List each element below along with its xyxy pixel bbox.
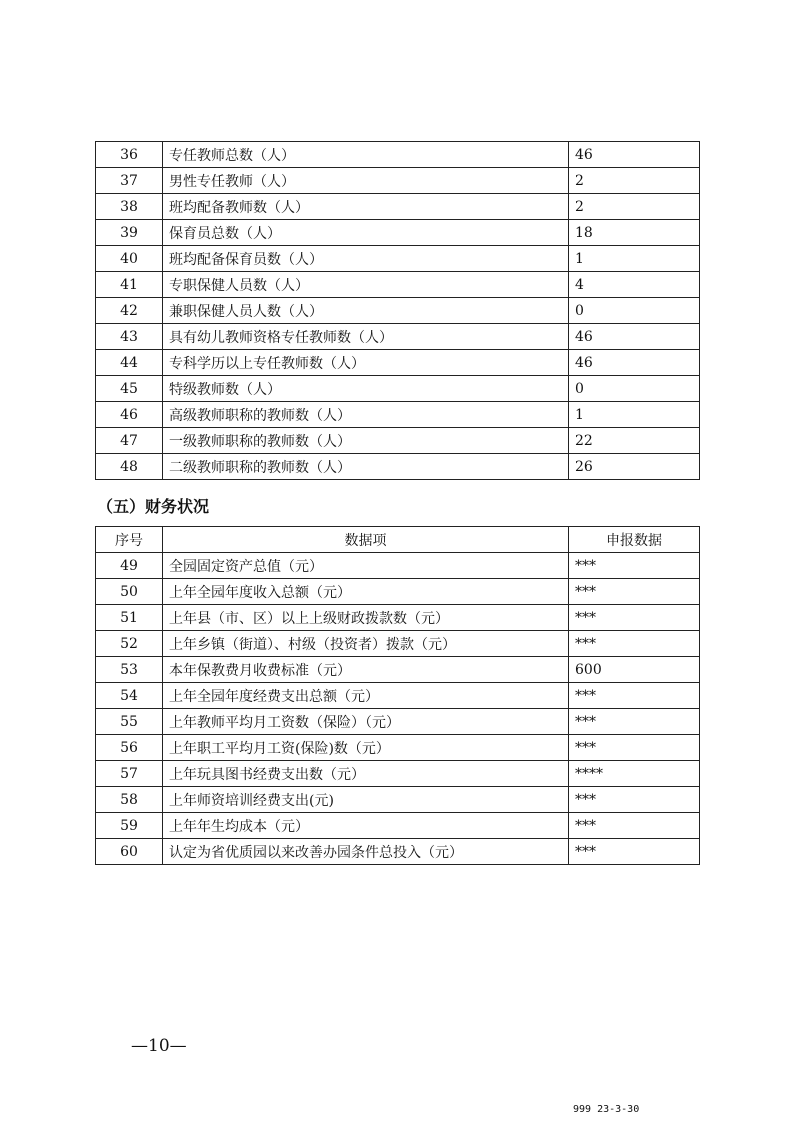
row-number: 48	[96, 454, 163, 480]
table-row	[96, 246, 700, 272]
table-row	[96, 709, 700, 735]
row-number: 37	[96, 168, 163, 194]
row-value: 0	[569, 298, 700, 324]
section-heading-finance: （五）财务状况	[97, 497, 210, 516]
row-item: 具有幼儿教师资格专任教师数（人）	[163, 324, 569, 350]
column-header-value: 申报数据	[569, 527, 700, 553]
row-number: 57	[96, 761, 163, 787]
footer-stamp: 999 23-3-30	[573, 1104, 640, 1115]
table-row	[96, 220, 700, 246]
row-item: 专任教师总数（人）	[163, 142, 569, 168]
row-item: 专科学历以上专任教师数（人）	[163, 350, 569, 376]
row-value: ***	[569, 631, 700, 657]
row-number: 39	[96, 220, 163, 246]
row-number: 45	[96, 376, 163, 402]
row-number: 53	[96, 657, 163, 683]
staff-data-table	[95, 141, 700, 480]
row-number: 49	[96, 553, 163, 579]
table-row	[96, 272, 700, 298]
finance-table-body	[96, 553, 700, 865]
table-row	[96, 735, 700, 761]
row-number: 43	[96, 324, 163, 350]
table-row	[96, 579, 700, 605]
row-value: 0	[569, 376, 700, 402]
row-item: 班均配备教师数（人）	[163, 194, 569, 220]
row-value: ***	[569, 787, 700, 813]
row-number: 50	[96, 579, 163, 605]
row-value: 46	[569, 324, 700, 350]
table-row	[96, 657, 700, 683]
row-number: 58	[96, 787, 163, 813]
row-value: 46	[569, 142, 700, 168]
row-value: 4	[569, 272, 700, 298]
table-row	[96, 839, 700, 865]
finance-data-table	[95, 526, 700, 865]
row-item: 上年教师平均月工资数（保险）（元）	[163, 709, 569, 735]
table-row	[96, 324, 700, 350]
column-header-number: 序号	[96, 527, 163, 553]
row-value: ***	[569, 813, 700, 839]
row-number: 41	[96, 272, 163, 298]
row-item: 认定为省优质园以来改善办园条件总投入（元）	[163, 839, 569, 865]
row-number: 42	[96, 298, 163, 324]
row-number: 36	[96, 142, 163, 168]
row-item: 特级教师数（人）	[163, 376, 569, 402]
row-value: 2	[569, 168, 700, 194]
row-number: 40	[96, 246, 163, 272]
row-item: 一级教师职称的教师数（人）	[163, 428, 569, 454]
row-value: 22	[569, 428, 700, 454]
table-row	[96, 428, 700, 454]
table-row	[96, 605, 700, 631]
table-row	[96, 813, 700, 839]
table-row	[96, 142, 700, 168]
table-row	[96, 454, 700, 480]
row-value: 2	[569, 194, 700, 220]
table-row	[96, 168, 700, 194]
row-number: 47	[96, 428, 163, 454]
finance-table-header	[96, 527, 700, 553]
row-item: 上年乡镇（街道）、村级（投资者）拨款（元）	[163, 631, 569, 657]
row-value: 1	[569, 246, 700, 272]
row-number: 46	[96, 402, 163, 428]
row-number: 38	[96, 194, 163, 220]
row-value: 18	[569, 220, 700, 246]
table-row	[96, 402, 700, 428]
staff-table-body	[96, 142, 700, 480]
table-row	[96, 376, 700, 402]
row-value: ***	[569, 605, 700, 631]
row-item: 上年全园年度收入总额（元）	[163, 579, 569, 605]
row-value: ***	[569, 579, 700, 605]
row-item: 上年县（市、区）以上上级财政拨款数（元）	[163, 605, 569, 631]
row-item: 全园固定资产总值（元）	[163, 553, 569, 579]
row-value: ***	[569, 683, 700, 709]
row-number: 60	[96, 839, 163, 865]
table-row	[96, 631, 700, 657]
row-number: 44	[96, 350, 163, 376]
table-row	[96, 298, 700, 324]
row-number: 51	[96, 605, 163, 631]
row-item: 上年年生均成本（元）	[163, 813, 569, 839]
row-value: ***	[569, 553, 700, 579]
row-item: 二级教师职称的教师数（人）	[163, 454, 569, 480]
row-item: 兼职保健人员人数（人）	[163, 298, 569, 324]
table-row	[96, 553, 700, 579]
row-item: 男性专任教师（人）	[163, 168, 569, 194]
table-row	[96, 194, 700, 220]
row-number: 59	[96, 813, 163, 839]
row-item: 上年职工平均月工资(保险)数（元）	[163, 735, 569, 761]
row-item: 上年玩具图书经费支出数（元）	[163, 761, 569, 787]
row-value: ***	[569, 839, 700, 865]
row-item: 班均配备保育员数（人）	[163, 246, 569, 272]
row-item: 专职保健人员数（人）	[163, 272, 569, 298]
row-value: ***	[569, 735, 700, 761]
row-value: 46	[569, 350, 700, 376]
row-number: 52	[96, 631, 163, 657]
row-number: 56	[96, 735, 163, 761]
table-row	[96, 683, 700, 709]
table-row	[96, 761, 700, 787]
row-item: 高级教师职称的教师数（人）	[163, 402, 569, 428]
row-value: 1	[569, 402, 700, 428]
table-row	[96, 350, 700, 376]
row-item: 上年师资培训经费支出(元)	[163, 787, 569, 813]
row-item: 上年全园年度经费支出总额（元）	[163, 683, 569, 709]
row-value: ****	[569, 761, 700, 787]
row-number: 54	[96, 683, 163, 709]
row-item: 保育员总数（人）	[163, 220, 569, 246]
row-value: 26	[569, 454, 700, 480]
row-item: 本年保教费月收费标准（元）	[163, 657, 569, 683]
row-value: 600	[569, 657, 700, 683]
row-value: ***	[569, 709, 700, 735]
header-row	[96, 527, 700, 553]
column-header-item: 数据项	[163, 527, 569, 553]
row-number: 55	[96, 709, 163, 735]
page-number: —10—	[131, 1036, 187, 1056]
table-row	[96, 787, 700, 813]
